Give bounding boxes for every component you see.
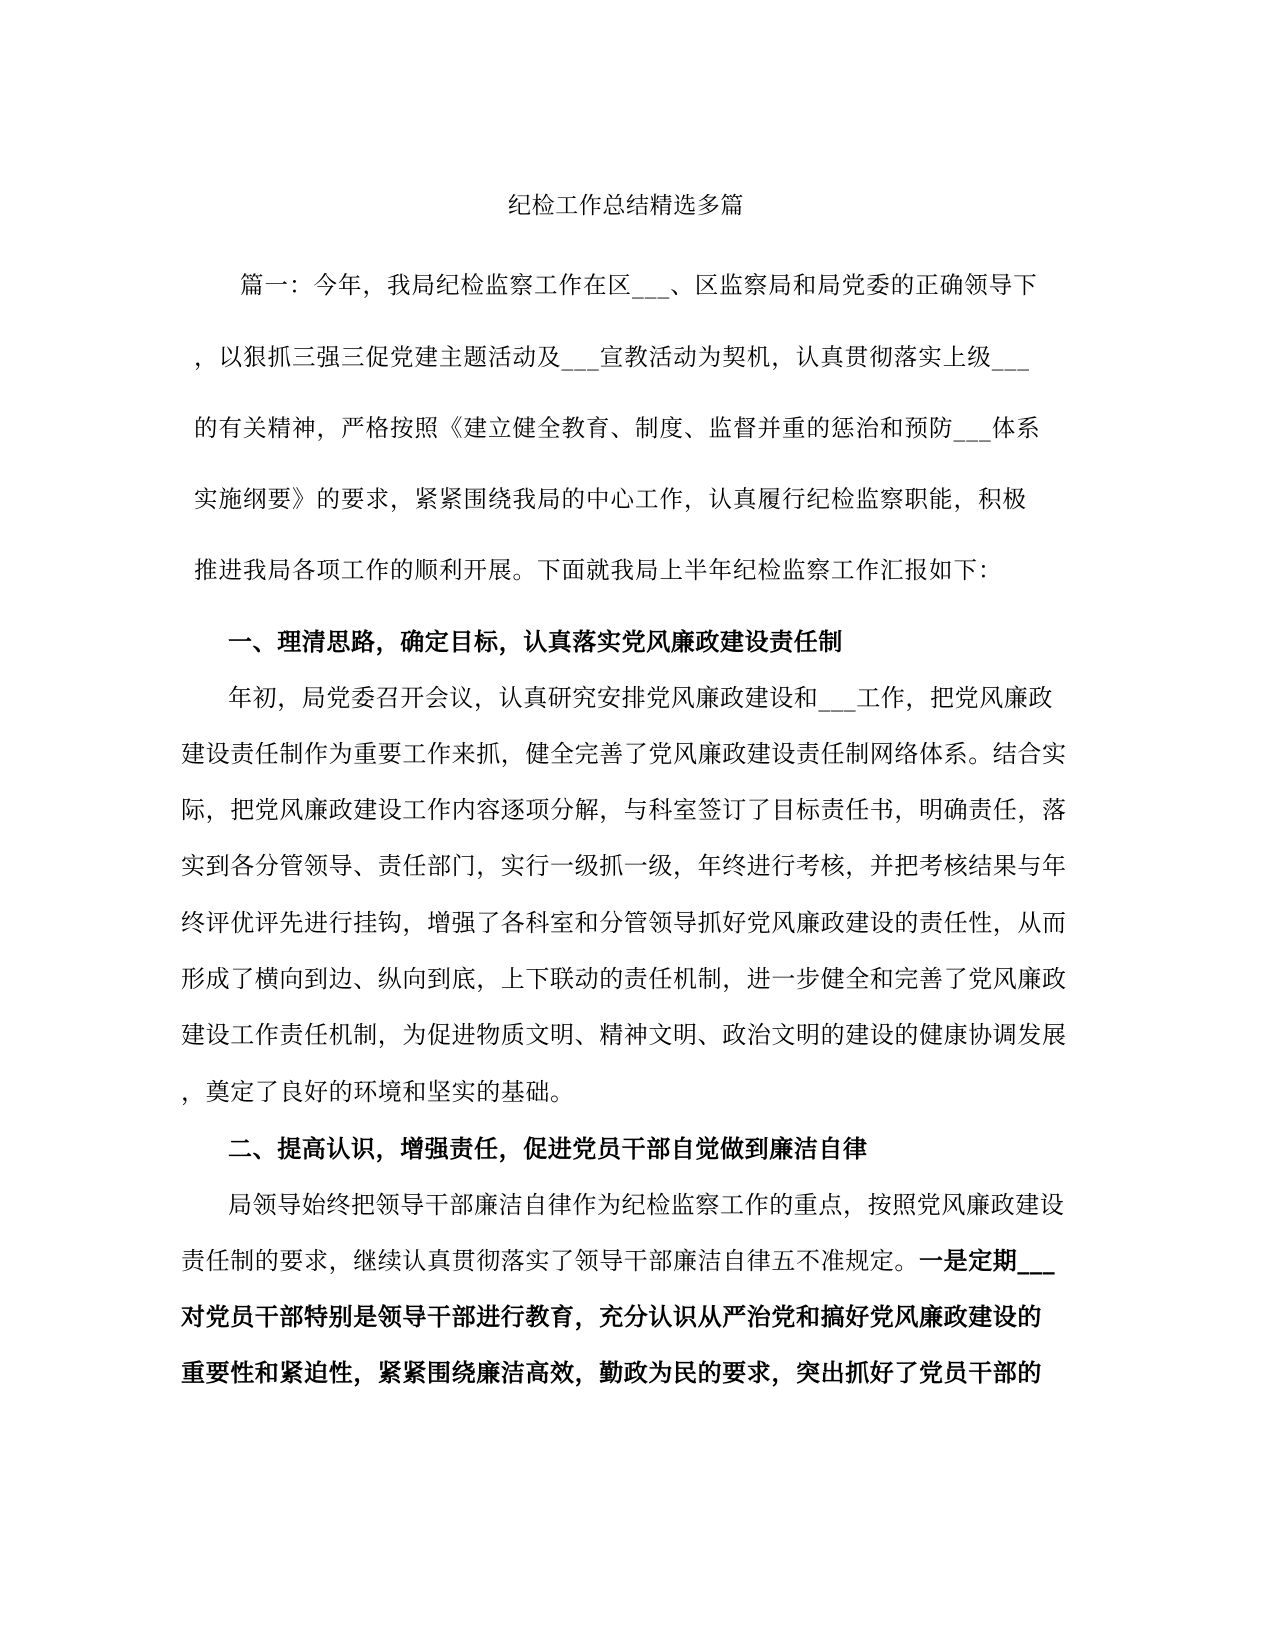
- section-2-line-2-bold: 一是定期___: [919, 1246, 1056, 1275]
- section-1-line-6: 形成了横向到边、纵向到底，上下联动的责任机制，进一步健全和完善了党风廉政: [181, 965, 1067, 993]
- section-2-line-2: [181, 1246, 1055, 1276]
- intro-line-4: 实施纲要》的要求，紧紧围绕我局的中心工作，认真履行纪检监察职能，积极: [194, 485, 1027, 513]
- intro-line-2: ，以狠抓三强三促党建主题活动及___宣教活动为契机，认真贯彻落实上级___: [194, 343, 1030, 371]
- section-1-line-3: 际，把党风廉政建设工作内容逐项分解，与科室签订了目标责任书，明确责任，落: [181, 796, 1067, 824]
- section-2-line-3: 对党员干部特别是领导干部进行教育，充分认识从严治党和搞好党风廉政建设的: [181, 1302, 1042, 1331]
- intro-line-5: 推进我局各项工作的顺利开展。下面就我局上半年纪检监察工作汇报如下：: [194, 556, 1003, 584]
- section-2-line-1: 局领导始终把领导干部廉洁自律作为纪检监察工作的重点，按照党风廉政建设: [228, 1191, 1065, 1219]
- section-1-heading: 一、理清思路，确定目标，认真落实党风廉政建设责任制: [228, 627, 843, 656]
- section-1-line-8: ，奠定了良好的环境和坚实的基础。: [181, 1078, 575, 1106]
- section-1-line-2: 建设责任制作为重要工作来抓，健全完善了党风廉政建设责任制网络体系。结合实: [181, 740, 1067, 768]
- document-title: 纪检工作总结精选多篇: [508, 193, 744, 219]
- section-2-heading: 二、提高认识，增强责任，促进党员干部自觉做到廉洁自律: [228, 1134, 868, 1163]
- intro-line-3: 的有关精神，严格按照《建立健全教育、制度、监督并重的惩治和预防___体系: [194, 414, 1041, 442]
- section-2-line-4: 重要性和紧迫性，紧紧围绕廉洁高效，勤政为民的要求，突出抓好了党员干部的: [181, 1358, 1042, 1387]
- section-1-line-1: 年初，局党委召开会议，认真研究安排党风廉政建设和___工作，把党风廉政: [228, 684, 1053, 712]
- section-1-line-7: 建设工作责任机制，为促进物质文明、精神文明、政治文明的建设的健康协调发展: [181, 1021, 1067, 1049]
- section-1-line-4: 实到各分管领导、责任部门，实行一级抓一级，年终进行考核，并把考核结果与年: [181, 852, 1067, 880]
- section-1-line-5: 终评优评先进行挂钩，增强了各科室和分管领导抓好党风廉政建设的责任性，从而: [181, 909, 1067, 937]
- section-2-line-2-normal: 责任制的要求，继续认真贯彻落实了领导干部廉洁自律五不准规定。: [181, 1247, 919, 1275]
- intro-line-1: 篇一：今年，我局纪检监察工作在区___、区监察局和局党委的正确领导下: [240, 271, 1038, 299]
